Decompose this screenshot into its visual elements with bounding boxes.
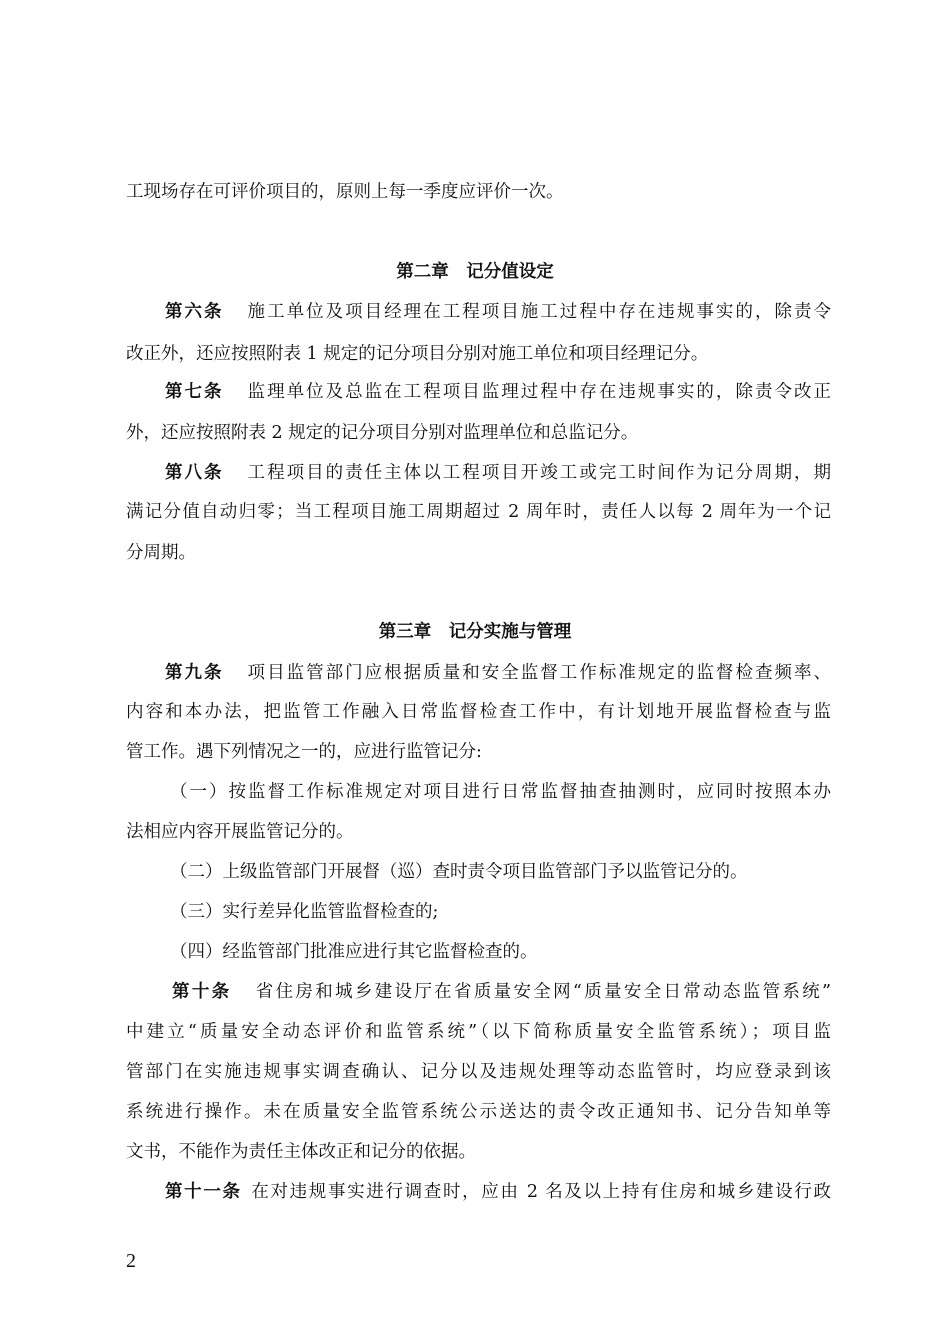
- article-9-line-1: [165, 661, 831, 685]
- article-6-text: 施工单位及项目经理在工程项目施工过程中存在违规事实的，除责令: [245, 302, 831, 322]
- chapter-3-heading: 第三章 记分实施与管理: [378, 622, 572, 642]
- page-number: 2: [126, 1250, 136, 1272]
- article-10-line-5: 文书，不能作为责任主体改正和记分的依据。: [126, 1142, 476, 1162]
- article-10-line-4: 系统进行操作。未在质量安全监管系统公示送达的责令改正通知书、记分告知单等: [126, 1102, 831, 1122]
- paragraph-continuation: 工现场存在可评价项目的，原则上每一季度应评价一次。: [126, 182, 564, 202]
- chapter-2-heading: 第二章 记分值设定: [396, 262, 554, 282]
- article-8-line-1: [165, 461, 831, 485]
- article-7-label: 第七条: [165, 382, 224, 402]
- article-11-text: 在对违规事实进行调查时，应由 2 名及以上持有住房和城乡建设行政: [249, 1182, 831, 1202]
- article-11-line-1: [165, 1180, 831, 1204]
- article-8-text: 工程项目的责任主体以工程项目开竣工或完工时间作为记分周期，期: [245, 463, 831, 483]
- article-8-line-2: 满记分值自动归零；当工程项目施工周期超过 2 周年时，责任人以每 2 周年为一个记: [126, 502, 831, 522]
- item-3: （三）实行差异化监管监督检查的;: [170, 902, 439, 922]
- article-10-line-2: 中建立“质量安全动态评价和监管系统”（以下简称质量安全监管系统）；项目监: [126, 1022, 831, 1042]
- article-6-label: 第六条: [165, 302, 224, 322]
- article-6-line-1: [165, 300, 831, 324]
- article-6-line-2: 改正外，还应按照附表 1 规定的记分项目分别对施工单位和项目经理记分。: [126, 344, 709, 364]
- article-9-line-2: 内容和本办法，把监管工作融入日常监督检查工作中，有计划地开展监督检查与监: [126, 702, 831, 722]
- item-4: （四）经监管部门批准应进行其它监督检查的。: [170, 942, 538, 962]
- article-7-line-2: 外，还应按照附表 2 规定的记分项目分别对监理单位和总监记分。: [126, 423, 639, 443]
- article-8-label: 第八条: [165, 463, 224, 483]
- article-10-line-3: 管部门在实施违规事实调查确认、记分以及违规处理等动态监管时，均应登录到该: [126, 1062, 831, 1082]
- article-9-text: 项目监管部门应根据质量和安全监督工作标准规定的监督检查频率、: [245, 663, 831, 683]
- article-8-line-3: 分周期。: [126, 543, 196, 563]
- article-7-text: 监理单位及总监在工程项目监理过程中存在违规事实的，除责令改正: [245, 382, 831, 402]
- item-1-line-2: 法相应内容开展监管记分的。: [126, 822, 354, 842]
- article-10-label: 第十条: [172, 982, 232, 1002]
- item-2: （二）上级监管部门开展督（巡）查时责令项目监管部门予以监管记分的。: [170, 862, 748, 882]
- article-7-line-1: [165, 380, 831, 404]
- article-11-label: 第十一条: [165, 1182, 242, 1202]
- article-9-label: 第九条: [165, 663, 224, 683]
- item-1-line-1: （一）按监督工作标准规定对项目进行日常监督抽查抽测时，应同时按照本办: [170, 782, 831, 802]
- article-10-line-1: [172, 980, 831, 1004]
- article-10-text: 省住房和城乡建设厅在省质量安全网“质量安全日常动态监管系统”: [253, 982, 831, 1002]
- article-9-line-3: 管工作。遇下列情况之一的，应进行监管记分:: [126, 742, 482, 762]
